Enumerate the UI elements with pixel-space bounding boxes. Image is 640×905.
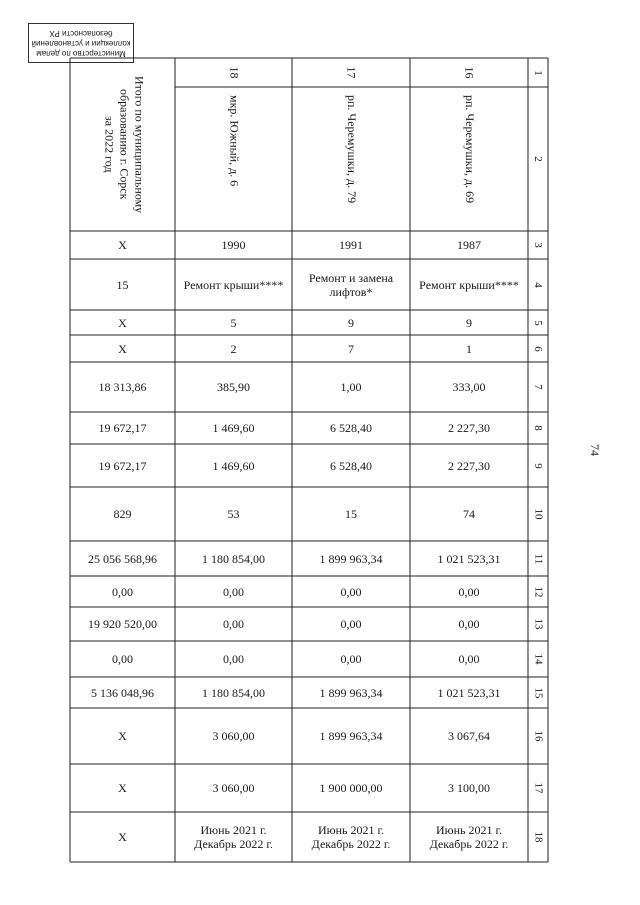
table-cell: 1,00: [340, 380, 362, 394]
object-address: рп. Черемушки, д. 79: [345, 95, 359, 204]
object-number-label: 16: [462, 66, 477, 79]
object-number: [410, 58, 528, 87]
table-cell: 829: [113, 507, 132, 521]
table-cell: 0,00: [223, 652, 244, 666]
table-cell: 0,00: [223, 617, 244, 631]
table-cell: 1 899 963,34: [319, 685, 383, 700]
table-cell: 74: [463, 507, 475, 521]
row-index: [528, 87, 548, 231]
table-cell: 5 136 048,96: [91, 685, 154, 700]
row-index-label: 11: [532, 553, 544, 564]
table-cell: 15: [116, 277, 129, 292]
table-cell: 1 899 963,34: [319, 729, 383, 743]
table-cell: 1991: [339, 238, 363, 252]
row-index-label: 13: [532, 618, 544, 630]
table-cell: Июнь 2021 г. Декабрь 2022 г.: [194, 823, 273, 851]
table-cell: 1 469,60: [212, 421, 255, 435]
row-index: [528, 335, 548, 362]
table-cell: 0,00: [340, 617, 362, 631]
table-cell: 1: [466, 341, 472, 356]
table-cell: 1 180 854,00: [202, 685, 265, 700]
table-cell: 0,00: [112, 652, 133, 666]
table-cell: 6 528,40: [330, 458, 372, 473]
table-cell: Ремонт и замена лифтов*: [308, 270, 394, 299]
table-cell: 0,00: [223, 584, 244, 599]
row-index: [528, 541, 548, 576]
row-index: [528, 576, 548, 607]
table-cell: 1 021 523,31: [437, 685, 501, 700]
row-index-label: 5: [532, 319, 544, 326]
table-cell: 5: [230, 315, 237, 330]
row-index-label: 1: [532, 69, 544, 76]
row-index: [528, 812, 548, 862]
row-index-label: 10: [532, 508, 544, 520]
table-cell: Х: [118, 315, 127, 330]
total-label: Итого по муниципальному образованию г. Сорск за 2022 год: [102, 75, 147, 214]
table-cell: 0,00: [340, 584, 362, 599]
row-index-label: 2: [532, 156, 544, 162]
row-index-label: 16: [532, 730, 544, 742]
table-cell: 6 528,40: [330, 421, 372, 435]
table-cell: Х: [118, 781, 127, 795]
table-cell: 15: [345, 507, 357, 521]
object-address: рп. Черемушки, д. 69: [463, 95, 477, 204]
row-index: [528, 641, 548, 677]
object-number-label: 17: [344, 66, 359, 79]
table-cell: 0,00: [112, 584, 133, 599]
table-cell: 1 900 000,00: [319, 781, 383, 795]
row-index-label: 6: [532, 345, 544, 352]
table-cell: 19 672,17: [98, 458, 147, 473]
row-index: [528, 412, 548, 444]
object-number-label: 18: [227, 66, 241, 79]
table-cell: 1990: [221, 238, 246, 252]
table-cell: 1987: [457, 238, 481, 252]
row-index-label: 8: [532, 425, 544, 431]
page-number: 74: [588, 444, 602, 456]
row-index-label: 3: [532, 242, 544, 248]
table-cell: 385,90: [217, 380, 250, 394]
table-cell: Ремонт крыши****: [419, 277, 519, 292]
table-cell: 7: [348, 341, 354, 356]
table-cell: 19 920 520,00: [88, 617, 157, 631]
table-cell: 3 060,00: [212, 729, 255, 743]
table-cell: 3 060,00: [212, 781, 255, 795]
row-index-label: 7: [532, 384, 544, 390]
row-index-label: 9: [532, 462, 544, 469]
table-cell: 53: [227, 507, 240, 521]
table-cell: 0,00: [340, 652, 362, 666]
row-index: [528, 362, 548, 412]
table-cell: 1 180 854,00: [202, 551, 265, 566]
table-cell: Х: [118, 238, 127, 252]
table-cell: 2 227,30: [448, 458, 490, 473]
row-index: [528, 677, 548, 708]
table-cell: 25 056 568,96: [88, 551, 157, 566]
row-index: [528, 444, 548, 487]
row-index-label: 14: [532, 653, 544, 665]
table-cell: 3 100,00: [448, 781, 490, 795]
row-index: [528, 231, 548, 259]
row-index-label: 15: [532, 687, 544, 698]
table-cell: 1 899 963,34: [319, 551, 383, 566]
table-cell: Июнь 2021 г. Декабрь 2022 г.: [311, 823, 391, 851]
table-cell: Х: [118, 341, 127, 356]
approval-stamp-text: Министерство по делам коллекции и установлений безопасности РХ: [31, 29, 131, 58]
table-cell: 333,00: [452, 380, 486, 394]
object-number: [292, 58, 410, 87]
table-cell: 1 021 523,31: [437, 551, 501, 566]
table-cell: 18 313,86: [98, 380, 147, 394]
table-cell: 3 067,64: [448, 729, 490, 743]
row-index: [528, 764, 548, 812]
row-index: [528, 58, 548, 87]
table-cell: Х: [118, 729, 127, 743]
table-cell: 0,00: [458, 617, 480, 631]
row-index-label: 18: [532, 831, 544, 843]
table-cell: Х: [118, 830, 127, 844]
table-cell: 2: [230, 341, 237, 356]
table-cell: 9: [466, 315, 472, 330]
table-cell: 1 469,60: [212, 458, 255, 473]
row-index: [528, 487, 548, 541]
row-index-label: 4: [532, 281, 544, 288]
row-index-label: 12: [532, 586, 544, 597]
table-cell: 0,00: [458, 652, 480, 666]
table-cell: Ремонт крыши****: [183, 277, 284, 292]
table-cell: 0,00: [458, 584, 480, 599]
row-index: [528, 607, 548, 641]
object-address: мкр. Южный, д. 6: [227, 95, 242, 187]
table-cell: Июнь 2021 г. Декабрь 2022 г.: [429, 823, 509, 851]
object-number: [175, 58, 292, 87]
row-index: [528, 310, 548, 335]
row-index-label: 17: [532, 782, 544, 794]
table-cell: 19 672,17: [98, 421, 147, 435]
row-index: [528, 708, 548, 764]
table-cell: 2 227,30: [448, 421, 490, 435]
row-index: [528, 259, 548, 310]
table-cell: 9: [348, 315, 354, 330]
